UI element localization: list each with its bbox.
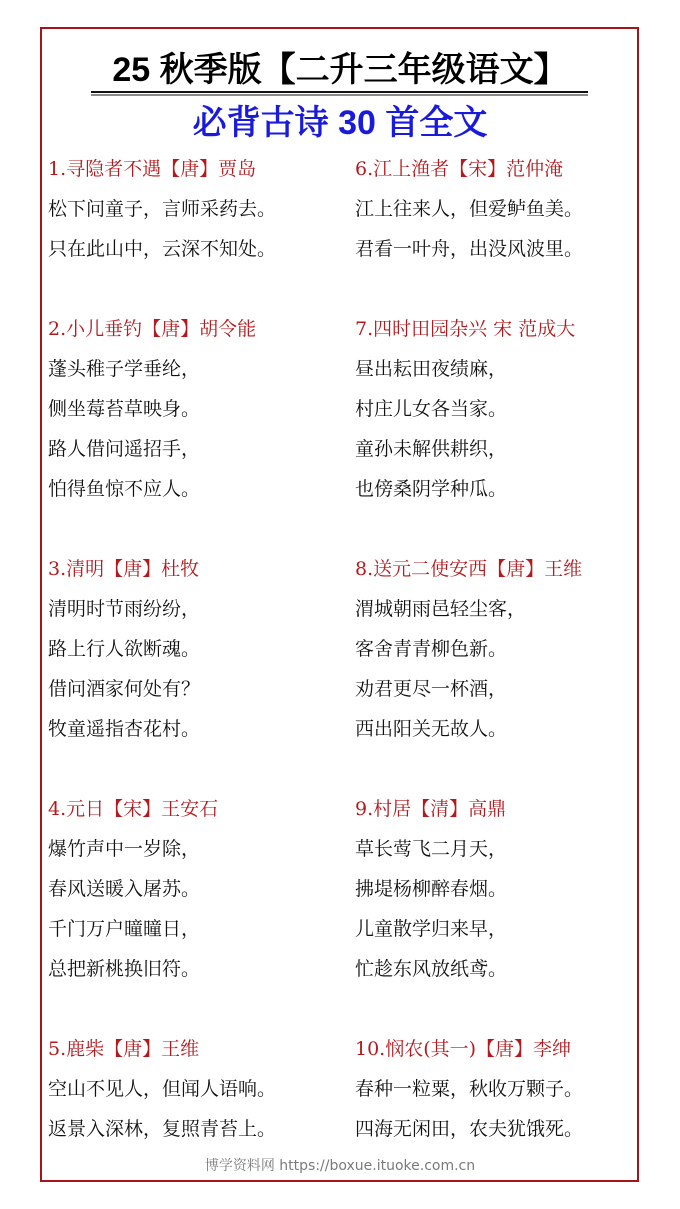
poem-line: 拂堤杨柳醉春烟。 (355, 878, 508, 900)
poem-line: 西出阳关无故人。 (355, 718, 508, 740)
poem-line: 昼出耘田夜绩麻， (355, 358, 508, 380)
poem-line: 侧坐莓苔草映身。 (48, 398, 201, 420)
poem-5 (48, 1038, 338, 1140)
page-title: 25 秋季版【二升三年级语文】 (112, 51, 568, 89)
poem-title: 2.小儿垂钓【唐】胡令能 (48, 318, 257, 340)
poem-line: 草长莺飞二月天， (355, 838, 508, 860)
poem-line: 借问酒家何处有？ (48, 678, 201, 700)
title-underline (91, 91, 588, 93)
poem-4 (48, 798, 338, 980)
poem-10 (355, 1038, 645, 1140)
poem-7 (355, 318, 645, 500)
poem-line: 劝君更尽一杯酒， (355, 678, 508, 700)
poem-title: 7.四时田园杂兴 宋 范成大 (355, 318, 576, 340)
title-underline-shadow (91, 94, 588, 96)
poem-line: 返景入深林，复照青苔上。 (48, 1118, 277, 1140)
poem-3 (48, 558, 338, 740)
poem-line: 儿童散学归来早， (355, 918, 508, 940)
poem-line: 君看一叶舟，出没风波里。 (355, 238, 584, 260)
poem-line: 春种一粒粟，秋收万颗子。 (355, 1078, 584, 1100)
poem-line: 怕得鱼惊不应人。 (48, 478, 201, 500)
poem-line: 也傍桑阴学种瓜。 (355, 478, 508, 500)
poem-6 (355, 158, 645, 260)
page-subtitle: 必背古诗 30 首全文 (192, 104, 488, 142)
poem-line: 村庄儿女各当家。 (355, 398, 508, 420)
poem-line: 四海无闲田，农夫犹饿死。 (355, 1118, 584, 1140)
poem-line: 忙趁东风放纸鸢。 (355, 958, 508, 980)
poem-title: 3.清明【唐】杜牧 (48, 558, 200, 580)
poem-line: 客舍青青柳色新。 (355, 638, 508, 660)
poem-line: 总把新桃换旧符。 (48, 958, 201, 980)
poem-title: 10.悯农(其一)【唐】李绅 (355, 1038, 572, 1060)
poem-line: 千门万户曈曈日， (48, 918, 201, 940)
poem-title: 5.鹿柴【唐】王维 (48, 1038, 200, 1060)
poem-line: 爆竹声中一岁除， (48, 838, 201, 860)
poem-line: 清明时节雨纷纷， (48, 598, 201, 620)
poem-line: 渭城朝雨邑轻尘客， (355, 598, 527, 620)
poem-line: 只在此山中，云深不知处。 (48, 238, 277, 260)
poem-line: 江上往来人，但爱鲈鱼美。 (355, 198, 584, 220)
poem-title: 6.江上渔者【宋】范仲淹 (355, 158, 564, 180)
poem-line: 松下问童子，言师采药去。 (48, 198, 277, 220)
poem-line: 牧童遥指杏花村。 (48, 718, 201, 740)
poem-line: 春风送暖入屠苏。 (48, 878, 201, 900)
poem-title: 1.寻隐者不遇【唐】贾岛 (48, 158, 257, 180)
poem-title: 9.村居【清】高鼎 (355, 798, 507, 820)
poem-line: 路上行人欲断魂。 (48, 638, 201, 660)
poem-title: 8.送元二使安西【唐】王维 (355, 558, 583, 580)
footer-watermark: 博学资料网 https://boxue.ituoke.com.cn (204, 1158, 476, 1174)
poem-8 (355, 558, 645, 740)
poem-1 (48, 158, 338, 260)
poem-line: 空山不见人，但闻人语响。 (48, 1078, 277, 1100)
poem-2 (48, 318, 338, 500)
poem-line: 路人借问遥招手， (48, 438, 201, 460)
poem-line: 童孙未解供耕织， (355, 438, 508, 460)
poem-line: 蓬头稚子学垂纶， (48, 358, 201, 380)
poem-title: 4.元日【宋】王安石 (48, 798, 219, 820)
poem-9 (355, 798, 645, 980)
